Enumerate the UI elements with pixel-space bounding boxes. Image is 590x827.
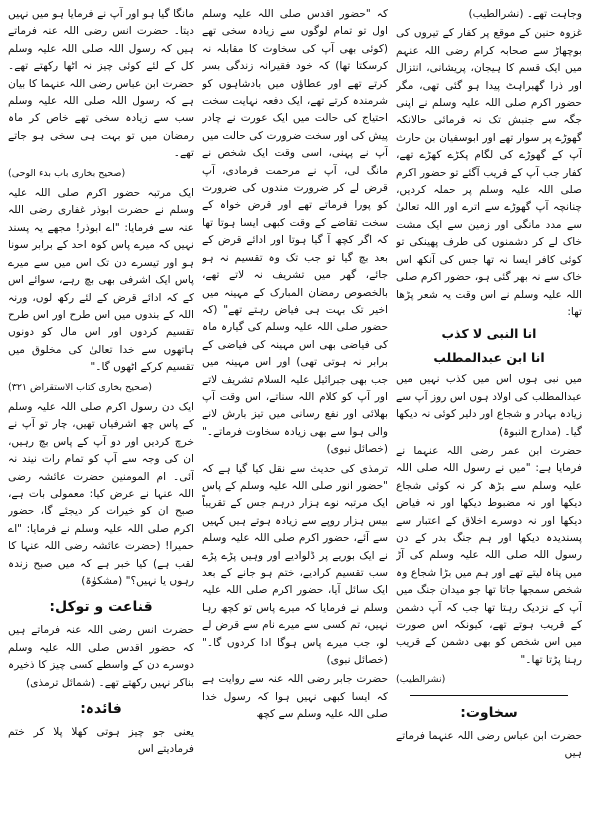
paragraph: حضرت ابن عمر رضی اللہ عنہما نے فرمایا ہے: "میں نے رسول اللہ صلی اللہ علیہ وسلم سے بڑھ کر نہ کوئی شجاع دیکھا اور نہ مضبوط دیکھا اور نہ فیاض دیکھا اور نہ دوسرے اخلاق کے اعتبار سے پسندیدہ دیکھا اور ہم جنگ بدر کے دن رسول اللہ صلی اللہ علیہ وسلم کی آڑ میں پناہ لیتے تھے اور ہم میں بڑا شجاع وہ شخص سمجھا جاتا تھا جو میدان جنگ میں آپ کے نزدیک رہتا تھا جب کہ آپ دشمن کے قریب ہوتے تھے، کیونکہ اس صورت میں اس شخص کو بھی دشمن کے قریب رہنا پڑتا تھا۔" [396, 444, 582, 666]
source-reference: (صحیح بخاری باب بدء الوحی) [8, 167, 126, 179]
verse-line: انا النبی لا کذب [441, 326, 537, 342]
section-heading: فائدہ: [80, 701, 122, 718]
section-divider [410, 695, 568, 696]
paragraph: ایک دن رسول اکرم صلی اللہ علیہ وسلم کے پاس چھ اشرفیاں تھیں، چار تو آپ نے خرچ کردیں اور دو آپ کے پاس بچ رہیں، ان کی وجہ سے آپ کو تمام رات نیند نہ آئی۔ ام المومنین حضرت عائشہ رضی اللہ عنہا نے عرض کیا: معمولی بات ہے، صبح ان کو خیرات کر دیجئے گا، حضور اکرم صلی اللہ علیہ وسلم نے فرمایا: "اے حمیرا! (حضرت عائشہ رضی اللہ عنہا کا لقب ہے) کیا خبر ہے کہ میں صبح زندہ رہوں یا نہیں؟" (مشکوٰۃ) [8, 400, 194, 587]
paragraph: حضرت انس رضی اللہ عنہ فرماتے ہیں کہ حضور اقدس صلی اللہ علیہ وسلم دوسرے دن کے واسطے کسی چیز کا ذخیرہ بناکر نہیں رکھتے تھے۔ (شمائل ترمذی) [8, 624, 194, 689]
source-reference: (صحیح بخاری کتاب الاستقراض ۳۲۱) [8, 381, 152, 393]
paragraph: حضرت ابن عباس رضی اللہ عنہما فرماتے ہیں [396, 729, 582, 760]
paragraph: وجاہت تھے۔ (نشرالطیب) [468, 8, 582, 20]
paragraph: کہ "حضور اقدس صلی اللہ علیہ وسلم اول تو تمام لوگوں سے زیادہ سخی تھے (کوئی بھی آپ کی سخاوت کا مقابلہ نہ کرسکتا تھا) کہ خود فقیرانہ زندگی بسر کرتے تھے اور عطاؤں میں بادشاہوں کو شرمندہ کرتے تھے، ایک دفعہ نہایت سخت احتیاج کی حالت میں ایک عورت نے چادر پیش کی اور سخت ضرورت کی حالت میں آپ نے پہنی، اسی وقت ایک شخص نے مانگ لی، آپ نے مرحمت فرمادی، آپ قرض لے کر ضرورت مندوں کی ضرورت کو پورا فرماتے تھے اور قرض خواہ کے سخت تقاضے کے وقت کبھی ایسا ہوتا تھا کہ اگر کچھ آ گیا ہوتا اور ادائے قرض کے بعد بچ گیا تو جب تک وہ تقسیم نہ ہو جائے، گھر میں تشریف نہ لاتے تھے، بالخصوص رمضان المبارک کے مہینہ میں اخیر تک بہت ہی فیاض رہتے تھے" (کہ حضور صلی اللہ علیہ وسلم کی گیارہ ماہ کی فیاضی بھی اس مہینہ کی فیاضی کے برابر نہ ہوتی تھی) اور اس مہینہ میں جب بھی جبرائیل علیہ السلام تشریف لاتے اور آپ کو کلام اللہ سناتے، اس وقت آپ بھلائی اور نفع رسانی میں تیز بارش لانے والی ہوا سے بھی زیادہ سخاوت فرماتے۔" (خصائل نبوی) [202, 8, 388, 456]
column-left [8, 6, 194, 821]
column-middle [202, 6, 388, 821]
paragraph: ترمذی کی حدیث سے نقل کیا گیا ہے کہ "حضور انور صلی اللہ علیہ وسلم کے پاس ایک مرتبہ نوے ہزار درہم جس کے تقریباً بیس ہزار روپے سے زیادہ ہوتے ہیں کہیں سے آئے، حضور اکرم صلی اللہ علیہ وسلم نے ایک بوریے پر ڈلوادیے اور وہیں پڑے پڑے سب تقسیم کرادیے، ختم ہو جانے کے بعد ایک سائل آیا، حضور اکرم صلی اللہ علیہ وسلم نے فرمایا کہ میرے پاس تو کچھ رہا نہیں، تم کسی سے میرے نام سے قرض لے لو، جب میرے پاس ہوگا ادا کردوں گا۔" (خصائل نبوی) [202, 462, 388, 667]
paragraph: حضرت جابر رضی اللہ عنہ سے روایت ہے کہ ایسا کبھی نہیں ہوا کہ رسول خدا صلی اللہ علیہ وسلم سے کچھ [202, 673, 388, 721]
paragraph: یعنی جو چیز ہوتی کھلا پلا کر ختم فرمادیتے اس [8, 726, 194, 756]
source-reference: (نشرالطیب) [396, 674, 446, 686]
section-heading: قناعت و توکل: [49, 599, 153, 616]
section-heading: سخاوت: [460, 704, 518, 721]
text-columns [8, 6, 582, 821]
paragraph: مانگا گیا ہو اور آپ نے فرمایا ہو میں نہیں دیتا۔ حضرت انس رضی اللہ عنہ فرماتے ہیں کہ رسول اللہ صلی اللہ علیہ وسلم کل کے لئے کوئی چیز نہ اٹھا رکھتے تھے۔ حضرت ابن عباس رضی اللہ عنہما کا بیان ہے کہ رسول اللہ صلی اللہ علیہ وسلم سب سے زیادہ سخی تھے خاص کر ماہ رمضان میں تو بہت ہی سخی ہو جاتے تھے۔ [8, 8, 194, 160]
column-right [396, 6, 582, 821]
verse-line: انا ابن عبدالمطلب [433, 350, 545, 366]
paragraph: ایک مرتبہ حضور اکرم صلی اللہ علیہ وسلم نے حضرت ابوذر غفاری رضی اللہ عنہ سے فرمایا: "اے ابوذر! مجھے یہ پسند نہیں کہ میرے پاس کوہ احد کے برابر سونا ہو اور تیسرے دن تک اس میں سے میرے پاس ایک اشرفی بھی بچ رہے، سوائے اس کے کہ ادائے قرض کے لئے رکھ لوں، ورنہ اللہ کے بندوں میں اس طرح اور اس طرح تقسیم کردوں اور اس مال کو دونوں ہاتھوں سے خدا تعالیٰ کی مخلوق میں تقسیم کرکے اٹھوں گا۔" [8, 187, 194, 374]
paragraph: میں نبی ہوں اس میں کذب نہیں میں عبدالمطلب کی اولاد ہوں اس روز آپ سے زیادہ بہادر و شجاع اور دلیر کوئی نہ دیکھا گیا۔ (مدارج النبوۃ) [396, 373, 582, 438]
paragraph: غزوہ حنین کے موقع پر کفار کے تیروں کی بوچھاڑ سے صحابہ کرام رضی اللہ عنہم میں ایک قسم کا ہیجان، پریشانی، انتزال اور ذرا گھبراہٹ پیدا ہو گئی تھی، مگر حضور اکرم صلی اللہ علیہ وسلم نے اپنی جگہ سے جنبش تک نہ فرمائی حالانکہ گھوڑے پر سوار تھے اور ابوسفیان بن حارث آپ کے گھوڑے کی لگام پکڑے کھڑے تھے، کفار جب آپ کے قریب آگئے تو حضور اکرم صلی اللہ علیہ وسلم پر حملہ کردیں، چنانچہ آپ گھوڑے سے اترے اور اللہ تعالیٰ سے مدد مانگی اور زمین سے ایک مشت خاک لے کر دشمنوں کی طرف پھینکی تو کوئی کافر ایسا نہ تھا جس کی آنکھ اس خاک سے نہ بھر گئی ہو، حضور اکرم صلی اللہ علیہ وسلم نے اس وقت یہ شعر پڑھا تھا: [396, 27, 582, 318]
